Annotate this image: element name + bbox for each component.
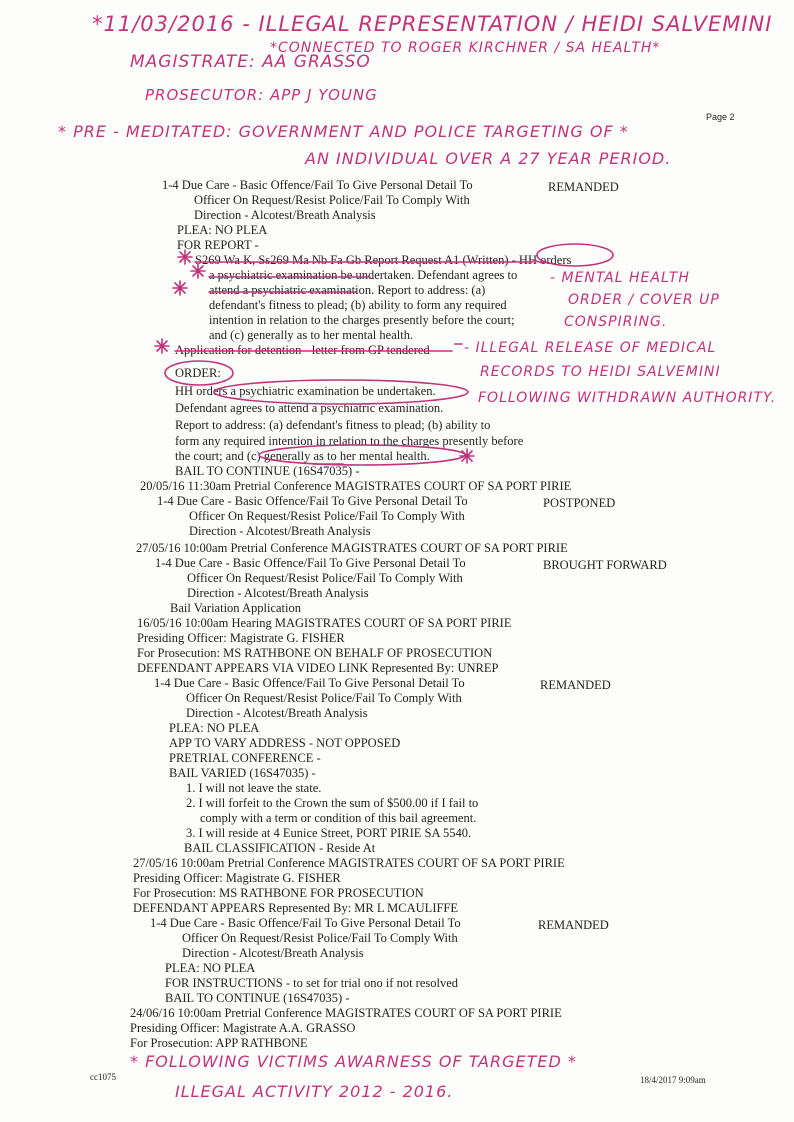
record-line: 3. I will reside at 4 Eunice Street, PORT PIRIE SA 5540.: [186, 826, 472, 840]
page-number: Page 2: [706, 112, 735, 122]
annotation-side-mental-2: ORDER / COVER UP: [568, 292, 720, 308]
record-line: 27/05/16 10:00am Pretrial Conference MAGISTRATES COURT OF SA PORT PIRIE: [136, 541, 568, 555]
annotation-footer-2: ILLEGAL ACTIVITY 2012 - 2016.: [175, 1082, 454, 1101]
record-line: 1-4 Due Care - Basic Offence/Fail To Give Personal Detail To: [155, 556, 466, 570]
record-line: defendant's fitness to plead; (b) ability to form any required: [209, 298, 507, 312]
record-line: Direction - Alcotest/Breath Analysis: [182, 946, 364, 960]
record-line: BAIL VARIED (16S47035) -: [169, 766, 316, 780]
record-line: Officer On Request/Resist Police/Fail To Comply With: [189, 509, 465, 523]
record-line: HH orders a psychiatric examination be undertaken.: [175, 384, 436, 398]
record-line: DEFENDANT APPEARS VIA VIDEO LINK Represented By: UNREP: [137, 661, 499, 675]
record-line: PLEA: NO PLEA: [165, 961, 256, 975]
annotation-header-line1: *11/03/2016 - ILLEGAL REPRESENTATION / HEIDI SALVEMINI: [92, 12, 773, 36]
record-line: FOR INSTRUCTIONS - to set for trial ono if not resolved: [165, 976, 459, 990]
record-line: Direction - Alcotest/Breath Analysis: [187, 586, 369, 600]
record-line: PRETRIAL CONFERENCE -: [169, 751, 321, 765]
annotation-side-release-1: - ILLEGAL RELEASE OF MEDICAL: [464, 340, 717, 356]
record-line: the court; and (c) generally as to her mental health.: [175, 449, 430, 463]
status-postponed: POSTPONED: [543, 496, 616, 510]
record-line: BAIL TO CONTINUE (16S47035) -: [165, 991, 350, 1005]
record-line: DEFENDANT APPEARS Represented By: MR L MCAULIFFE: [133, 901, 459, 915]
record-line: Direction - Alcotest/Breath Analysis: [194, 208, 376, 222]
record-line: intention in relation to the charges presently before the court;: [209, 313, 515, 327]
annotation-side-mental-3: CONSPIRING.: [564, 314, 668, 330]
record-line: S269 Wa K, Ss269 Ma Nb Fa Gb Report Request A1 (Written) - HH orders: [195, 253, 572, 267]
footer-code: cc1075: [90, 1072, 116, 1082]
record-line: FOR REPORT -: [177, 238, 259, 252]
record-line: 16/05/16 10:00am Hearing MAGISTRATES COURT OF SA PORT PIRIE: [137, 616, 512, 630]
record-line: Presiding Officer: Magistrate A.A. GRASSO: [130, 1021, 356, 1035]
record-line: comply with a term or condition of this bail agreement.: [200, 811, 477, 825]
record-line: Officer On Request/Resist Police/Fail To Comply With: [182, 931, 458, 945]
annotation-header-prosecutor: PROSECUTOR: APP J YOUNG: [145, 86, 378, 104]
status-remanded: REMANDED: [538, 918, 609, 932]
record-line: ORDER:: [175, 366, 221, 380]
record-line: Direction - Alcotest/Breath Analysis: [189, 524, 371, 538]
record-line: Officer On Request/Resist Police/Fail To Comply With: [187, 571, 463, 585]
annotation-premeditated-2: AN INDIVIDUAL OVER A 27 YEAR PERIOD.: [305, 149, 672, 168]
record-line: Bail Variation Application: [170, 601, 301, 615]
record-line: 2. I will forfeit to the Crown the sum of $500.00 if I fail to: [186, 796, 479, 810]
record-line: 1. I will not leave the state.: [186, 781, 322, 795]
record-line: Presiding Officer: Magistrate G. FISHER: [137, 631, 345, 645]
footer-timestamp: 18/4/2017 9:09am: [640, 1075, 706, 1085]
record-line: BAIL CLASSIFICATION - Reside At: [184, 841, 376, 855]
record-line: 1-4 Due Care - Basic Offence/Fail To Give Personal Detail To: [154, 676, 465, 690]
annotation-header-magistrate: MAGISTRATE: AA GRASSO: [130, 52, 371, 72]
record-line: 20/05/16 11:30am Pretrial Conference MAGISTRATES COURT OF SA PORT PIRIE: [140, 479, 572, 493]
record-line: Officer On Request/Resist Police/Fail To Comply With: [186, 691, 462, 705]
record-line: PLEA: NO PLEA: [177, 223, 268, 237]
record-line: For Prosecution: MS RATHBONE ON BEHALF OF PROSECUTION: [137, 646, 493, 660]
record-line: 1-4 Due Care - Basic Offence/Fail To Give Personal Detail To: [157, 494, 468, 508]
status-remanded: REMANDED: [540, 678, 611, 692]
record-line: Direction - Alcotest/Breath Analysis: [186, 706, 368, 720]
record-line: 1-4 Due Care - Basic Offence/Fail To Give Personal Detail To: [150, 916, 461, 930]
annotation-side-release-3: FOLLOWING WITHDRAWN AUTHORITY.: [478, 390, 777, 406]
record-line: For Prosecution: MS RATHBONE FOR PROSECUTION: [133, 886, 424, 900]
status-brought-forward: BROUGHT FORWARD: [543, 558, 667, 572]
record-line: APP TO VARY ADDRESS - NOT OPPOSED: [169, 736, 401, 750]
record-line: Report to address: (a) defendant's fitness to plead; (b) ability to: [175, 418, 491, 432]
record-line: 1-4 Due Care - Basic Offence/Fail To Give Personal Detail To: [162, 178, 473, 192]
record-line: PLEA: NO PLEA: [169, 721, 260, 735]
record-line: 24/06/16 10:00am Pretrial Conference MAGISTRATES COURT OF SA PORT PIRIE: [130, 1006, 562, 1020]
record-line: and (c) generally as to her mental health.: [209, 328, 414, 342]
annotation-side-mental-1: - MENTAL HEALTH: [550, 270, 690, 286]
record-line: Officer On Request/Resist Police/Fail To Comply With: [194, 193, 470, 207]
annotation-header-line2: *CONNECTED TO ROGER KIRCHNER / SA HEALTH*: [270, 40, 661, 56]
record-line: BAIL TO CONTINUE (16S47035) -: [175, 464, 360, 478]
record-line: Application for detention - letter from GP tendered: [175, 343, 430, 357]
annotation-footer-1: * FOLLOWING VICTIMS AWARNESS OF TARGETED *: [130, 1052, 577, 1071]
record-line: Presiding Officer: Magistrate G. FISHER: [133, 871, 341, 885]
annotation-side-release-2: RECORDS TO HEIDI SALVEMINI: [480, 364, 721, 380]
record-line: a psychiatric examination be undertaken. Defendant agrees to: [209, 268, 518, 282]
status-remanded: REMANDED: [548, 180, 619, 194]
record-line: For Prosecution: APP RATHBONE: [130, 1036, 308, 1050]
record-line: Defendant agrees to attend a psychiatric examination.: [175, 401, 444, 415]
record-line: 27/05/16 10:00am Pretrial Conference MAGISTRATES COURT OF SA PORT PIRIE: [133, 856, 565, 870]
record-line: attend a psychiatric examination. Report to address: (a): [209, 283, 486, 297]
annotation-premeditated-1: * PRE - MEDITATED: GOVERNMENT AND POLICE TARGETING OF *: [58, 122, 629, 141]
record-line: form any required intention in relation to the charges presently before: [175, 434, 524, 448]
